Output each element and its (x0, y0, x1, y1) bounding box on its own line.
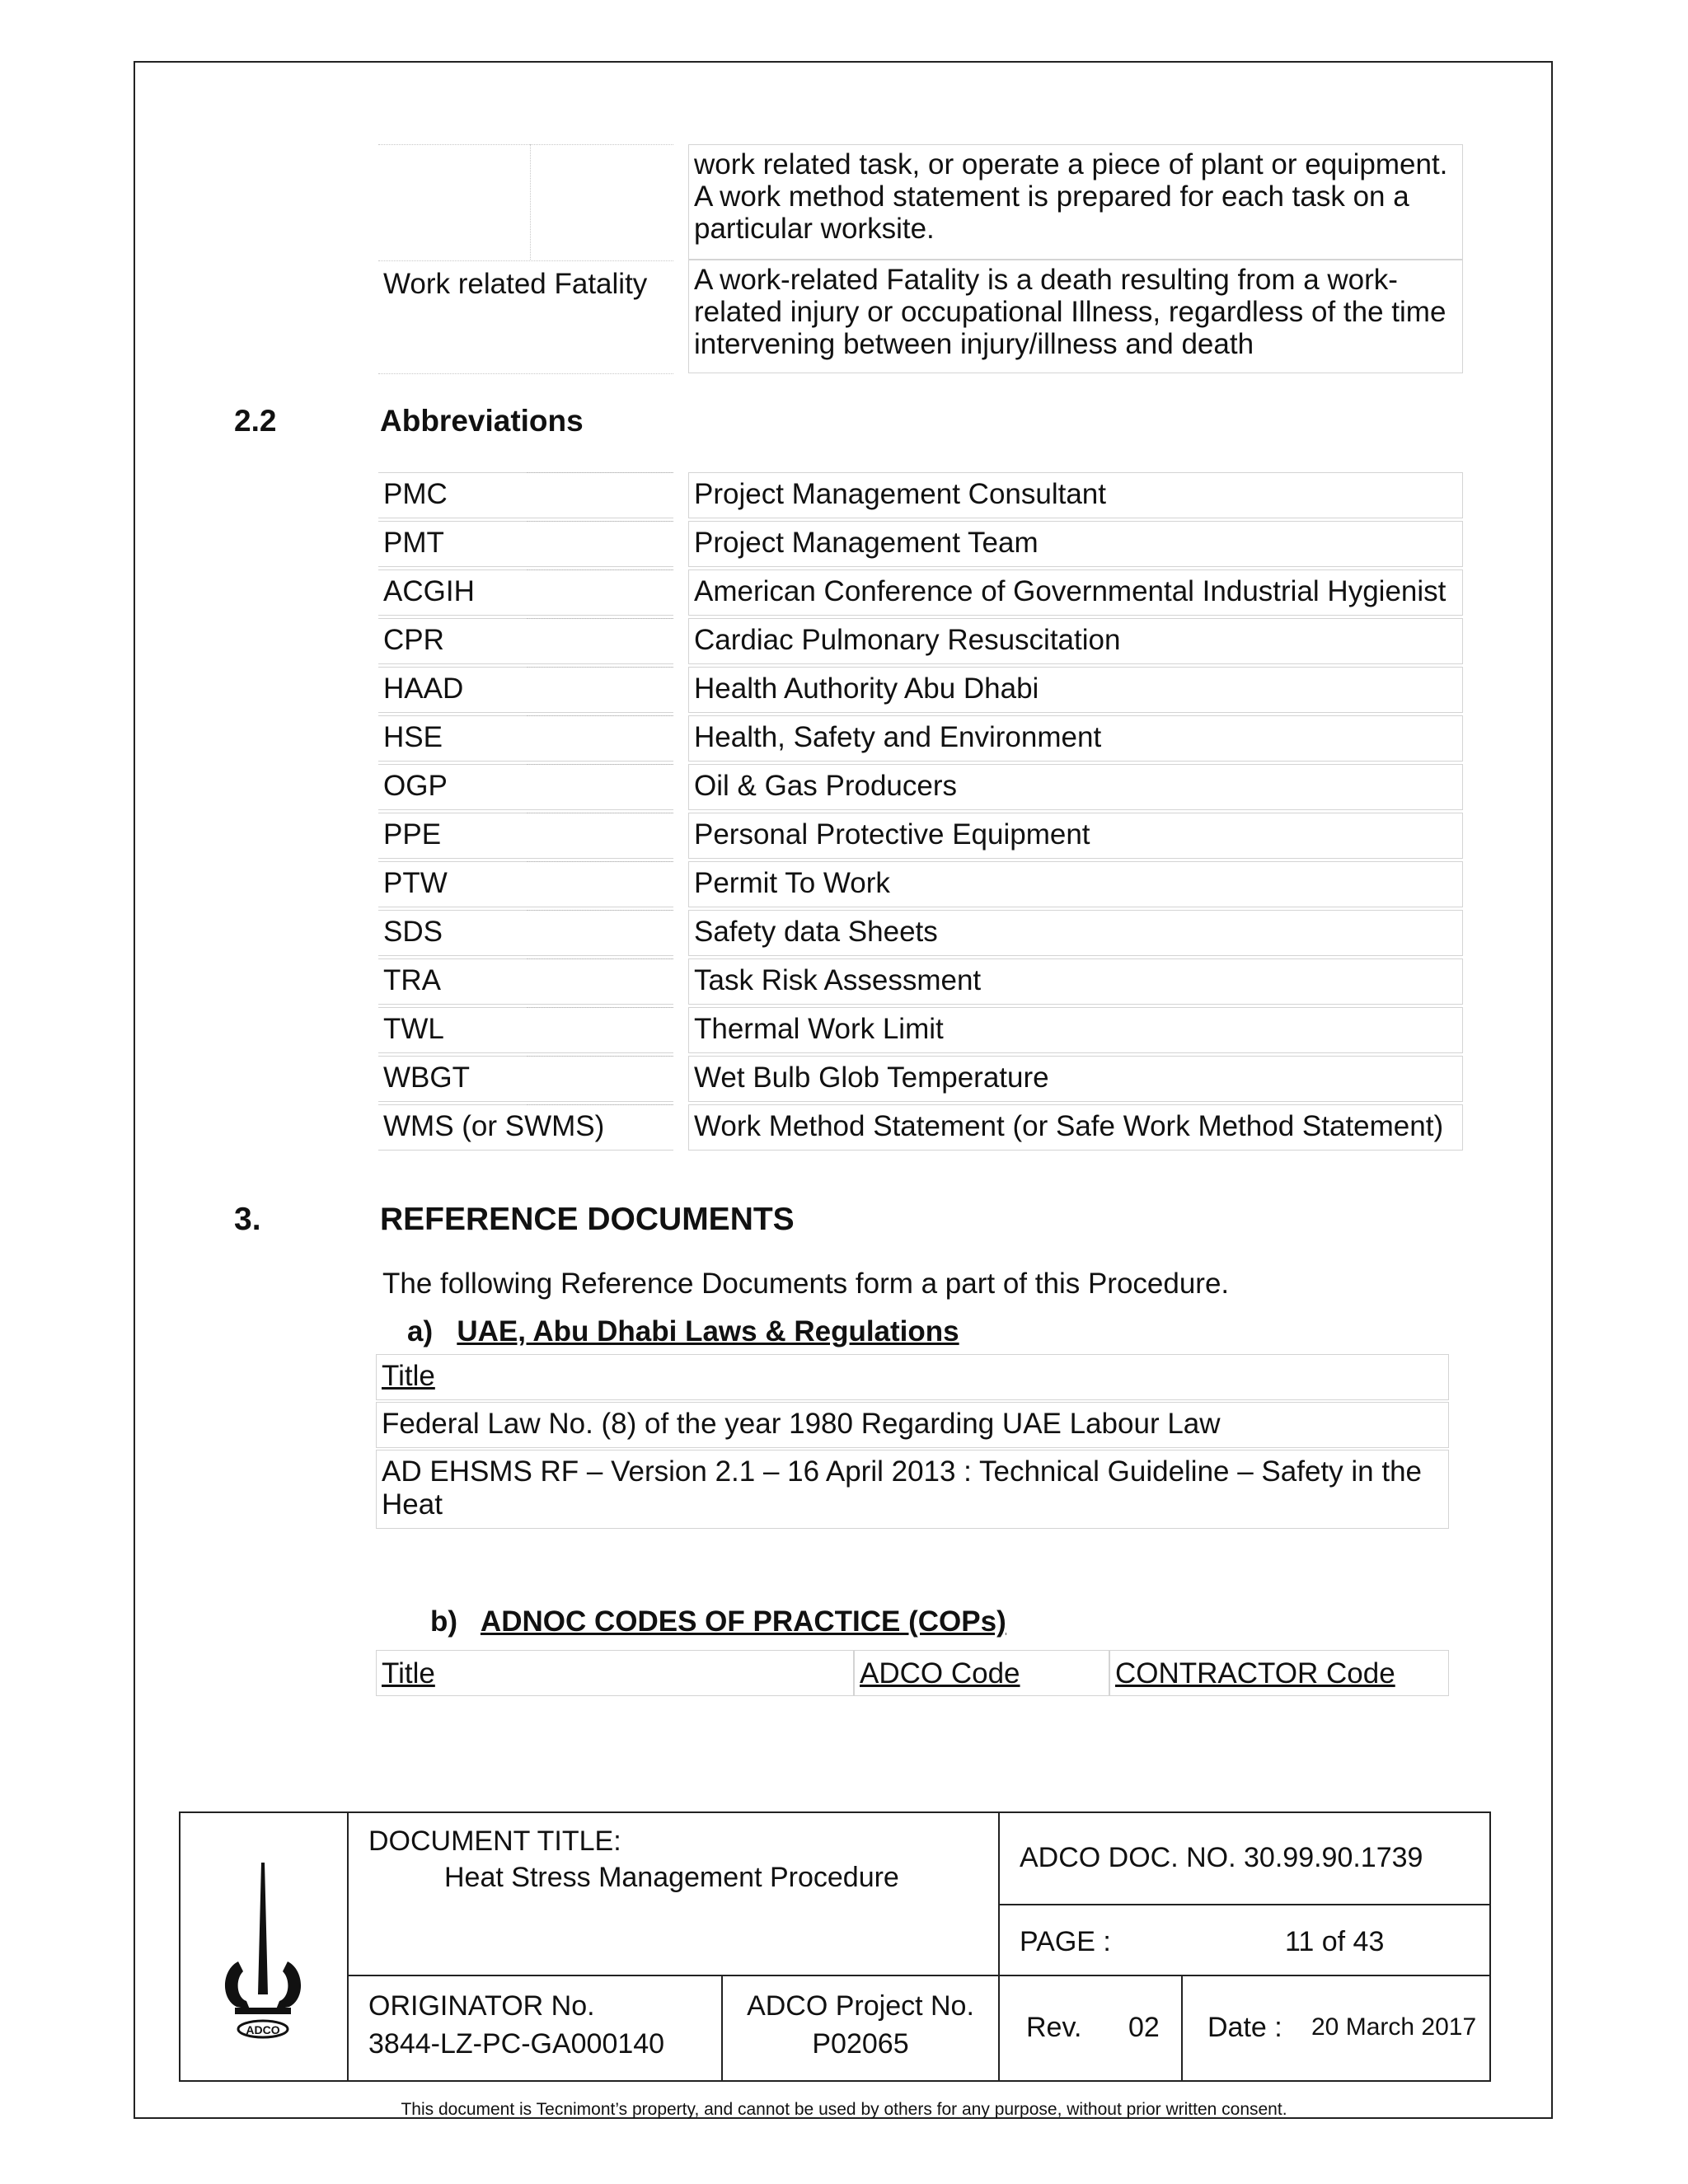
abbreviation-value: Project Management Team (688, 521, 1463, 567)
abbreviation-key: PMT (378, 521, 673, 567)
abbreviation-value: Safety data Sheets (688, 910, 1463, 956)
table-row (376, 1450, 1449, 1529)
cop-header-title: Title (376, 1650, 854, 1696)
abbreviation-row (378, 1104, 1463, 1151)
revision-value: 02 (1128, 2012, 1160, 2043)
cop-header-adco-code: ADCO Code (854, 1650, 1109, 1696)
definitions-table (378, 144, 1463, 373)
definition-term-divider (530, 144, 532, 260)
abbreviation-key: PTW (378, 861, 673, 907)
abbreviation-row (378, 958, 1463, 1005)
definition-text-cell (688, 144, 1463, 260)
definition-text-cell (688, 260, 1463, 373)
abbreviation-key: ACGIH (378, 569, 673, 616)
abbreviation-key: HAAD (378, 667, 673, 713)
page-value: 11 of 43 (1285, 1926, 1385, 1957)
title-block-divider (998, 1904, 1489, 1905)
subsection-label: a) (407, 1315, 434, 1347)
abbreviation-value: Project Management Consultant (688, 472, 1463, 518)
laws-table-cell: AD EHSMS RF – Version 2.1 – 16 April 2013 : Technical Guideline – Safety in the Heat (382, 1455, 1422, 1521)
abbreviation-row (378, 861, 1463, 907)
title-block-divider (347, 1813, 349, 2080)
cop-header-contractor-code: CONTRACTOR Code (1109, 1650, 1449, 1696)
abbreviation-key: PMC (378, 472, 673, 518)
date-label: Date : (1207, 2012, 1282, 2043)
abbreviation-row (378, 521, 1463, 567)
section-number: 2.2 (234, 404, 277, 438)
section-title: REFERENCE DOCUMENTS (380, 1202, 795, 1237)
title-block-divider (347, 1975, 1489, 1976)
originator-value: 3844-LZ-PC-GA000140 (368, 2028, 665, 2060)
abbreviation-row (378, 715, 1463, 762)
table-row (376, 1402, 1449, 1448)
definition-term: Work related Fatality (383, 268, 648, 300)
revision-label: Rev. (1026, 2012, 1082, 2043)
abbreviation-key: HSE (378, 715, 673, 762)
abbreviation-value: American Conference of Governmental Industrial Hygienist (688, 569, 1463, 616)
definition-text: work related task, or operate a piece of plant or equipment. A work method statement is prepared for each task on a particular worksite. (694, 148, 1448, 245)
abbreviation-row (378, 764, 1463, 810)
company-logo (213, 1854, 312, 2052)
subsection-title: UAE, Abu Dhabi Laws & Regulations (457, 1315, 959, 1347)
project-label: ADCO Project No. (747, 1990, 974, 2022)
logo-text: ADCO (246, 2023, 280, 2036)
doc-number: ADCO DOC. NO. 30.99.90.1739 (1020, 1842, 1423, 1873)
title-block (179, 1811, 1491, 2082)
definition-text: A work-related Fatality is a death resulting from a work-related injury or occupational Illness, regardless of the time intervening between injury/illness and death (694, 264, 1447, 360)
title-block-divider (998, 1813, 1000, 2080)
abbreviation-row (378, 472, 1463, 518)
abbreviation-value: Cardiac Pulmonary Resuscitation (688, 618, 1463, 664)
abbreviation-key: PPE (378, 813, 673, 859)
abbreviation-value: Work Method Statement (or Safe Work Method Statement) (688, 1104, 1463, 1151)
abbreviation-value: Health Authority Abu Dhabi (688, 667, 1463, 713)
abbreviation-key: WBGT (378, 1056, 673, 1102)
definition-term-cell (378, 260, 673, 374)
subsection-a-heading (407, 1315, 959, 1348)
laws-table (376, 1354, 1449, 1530)
title-block-divider (1181, 1975, 1183, 2080)
definition-term-cell (378, 144, 673, 261)
abbreviation-row (378, 618, 1463, 664)
section-number: 3. (234, 1202, 261, 1237)
page-label: PAGE : (1020, 1926, 1111, 1957)
originator-label: ORIGINATOR No. (368, 1990, 595, 2022)
section-title: Abbreviations (380, 404, 584, 438)
subsection-b-heading (430, 1605, 1006, 1638)
document-title-label: DOCUMENT TITLE: (368, 1825, 621, 1857)
cop-table-header (376, 1650, 1449, 1696)
abbreviation-key: OGP (378, 764, 673, 810)
date-value: 20 March 2017 (1311, 2013, 1477, 2041)
abbreviation-key: CPR (378, 618, 673, 664)
abbreviation-value: Wet Bulb Glob Temperature (688, 1056, 1463, 1102)
abbreviation-key: TRA (378, 958, 673, 1005)
abbreviation-value: Personal Protective Equipment (688, 813, 1463, 859)
abbreviation-value: Oil & Gas Producers (688, 764, 1463, 810)
abbreviation-value: Health, Safety and Environment (688, 715, 1463, 762)
abbreviation-key: WMS (or SWMS) (378, 1104, 673, 1151)
laws-table-header-title: Title (382, 1360, 435, 1392)
abbreviation-key: SDS (378, 910, 673, 956)
abbreviation-value: Permit To Work (688, 861, 1463, 907)
abbreviation-key: TWL (378, 1007, 673, 1053)
abbreviation-value: Task Risk Assessment (688, 958, 1463, 1005)
disclaimer: This document is Tecnimont’s property, and cannot be used by others for any purpose, without prior written consent. (401, 2100, 1287, 2119)
abbreviation-row (378, 813, 1463, 859)
abbreviation-row (378, 1007, 1463, 1053)
subsection-title: ADNOC CODES OF PRACTICE (COPs) (480, 1605, 1006, 1638)
abbreviation-row (378, 910, 1463, 956)
subsection-label: b) (430, 1605, 458, 1638)
abbreviation-row (378, 1056, 1463, 1102)
laws-table-cell: Federal Law No. (8) of the year 1980 Regarding UAE Labour Law (382, 1408, 1221, 1440)
abbreviation-value: Thermal Work Limit (688, 1007, 1463, 1053)
section-intro: The following Reference Documents form a part of this Procedure. (382, 1268, 1230, 1300)
laws-table-header (376, 1354, 1449, 1400)
project-value: P02065 (812, 2028, 909, 2060)
abbreviation-row (378, 569, 1463, 616)
abbreviation-row (378, 667, 1463, 713)
logo-icon (213, 1854, 312, 2052)
document-title: Heat Stress Management Procedure (444, 1862, 899, 1893)
